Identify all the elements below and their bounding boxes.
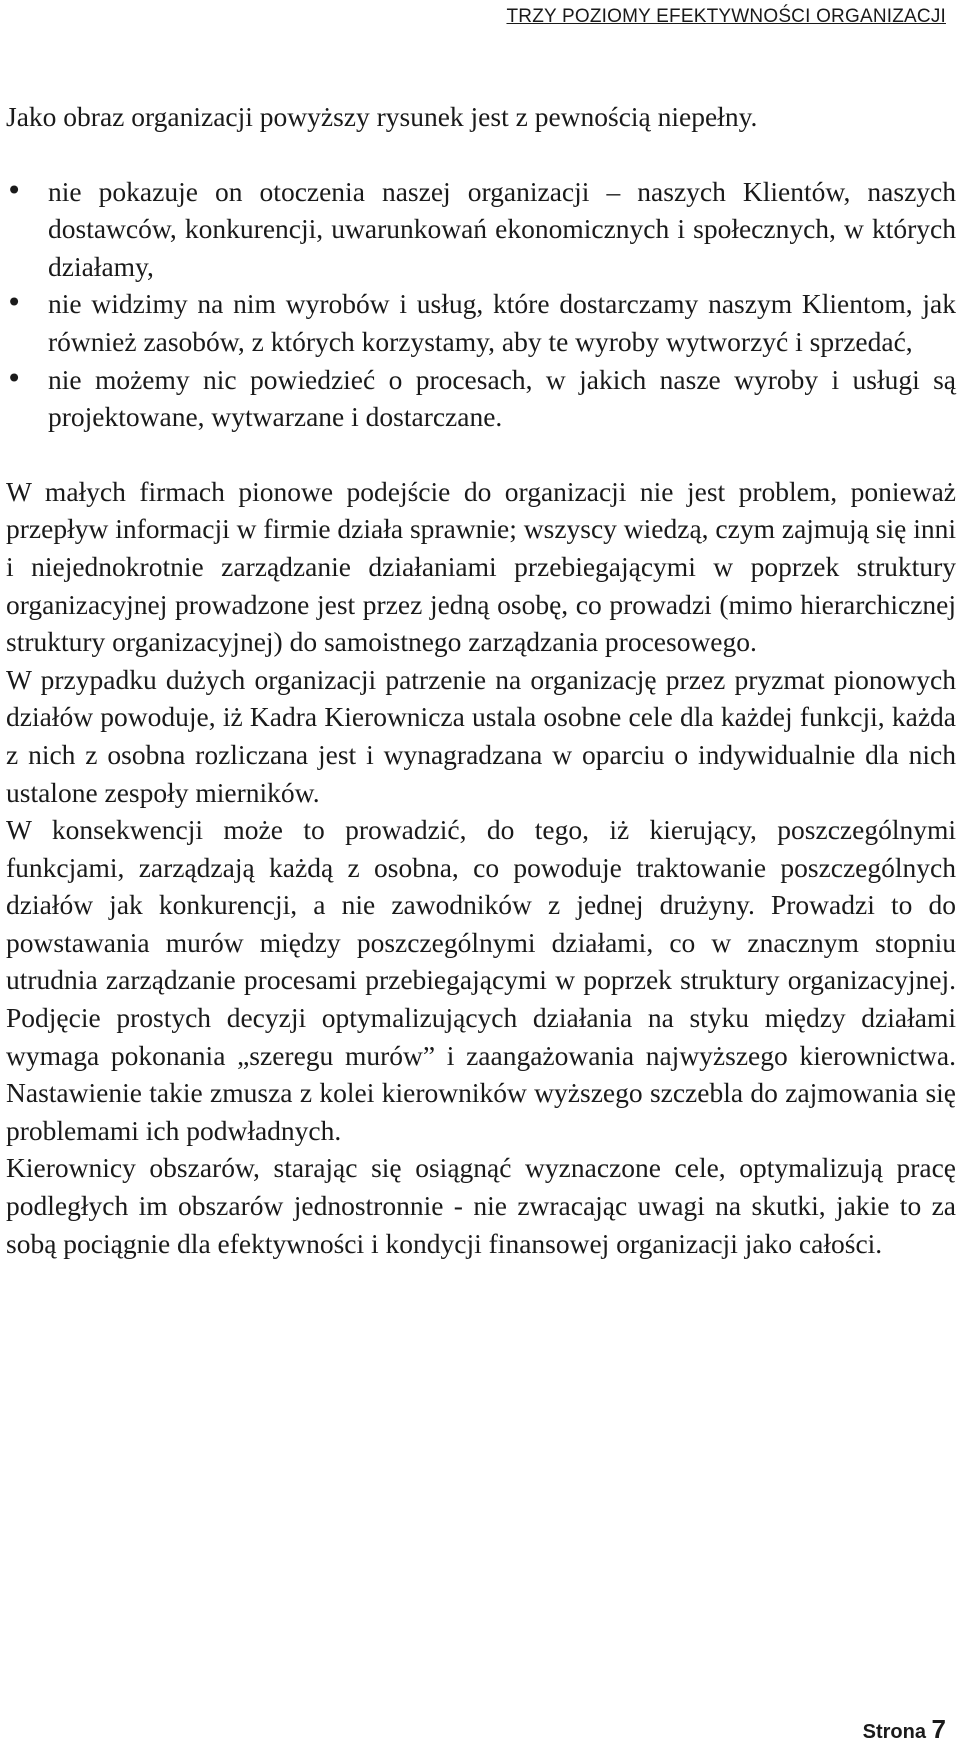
bullet-item: • nie widzimy na nim wyrobów i usług, które dostarczamy naszym Klientom, jak również zasobów, z których korzystamy, aby te wyroby wytworzyć i sprzedać, [48, 285, 956, 360]
bullet-item: • nie pokazuje on otoczenia naszej organizacji – naszych Klientów, naszych dostawców, konkurencji, uwarunkowań ekonomicznych i społecznych, w których działamy, [48, 173, 956, 286]
bullet-item: • nie możemy nic powiedzieć o procesach, w jakich nasze wyroby i usługi są projektowane, wytwarzane i dostarczane. [48, 361, 956, 436]
body-paragraph: W małych firmach pionowe podejście do organizacji nie jest problem, ponieważ przepływ informacji w firmie działa sprawnie; wszyscy wiedzą, czym zajmują się inni i niejednokrotnie zarządzanie działaniami przebiegającymi w poprzek struktury organizacyjnej prowadzone jest przez jedną osobę, co prowadzi (mimo hierarchicznej struktury organizacyjnej) do samoistnego zarządzania procesowego. [6, 475, 956, 658]
body-paragraph: W konsekwencji może to prowadzić, do tego, iż kierujący, poszczególnymi funkcjami, zarządzają każdą z osobna, co powoduje traktowanie poszczególnych działów jak konkurencji, a nie zawodników z jednej drużyny. Prowadzi to do powstawania murów między poszczególnymi działami, co w znacznym stopniu utrudnia zarządzanie procesami przebiegającymi w poprzek struktury organizacyjnej. Podjęcie prostych decyzji optymalizujących działania na styku między działami wymaga pokonania „szeregu murów” i zaangażowania najwyższego kierownictwa. Nastawienie takie zmusza z kolei kierowników wyższego szczebla do zajmowania się problemami ich podwładnych. [6, 814, 956, 1146]
document-body [6, 98, 956, 1262]
intro-paragraph: Jako obraz organizacji powyższy rysunek jest z pewnością niepełny. [6, 101, 758, 132]
page-number-footer [863, 1714, 946, 1745]
page-label: Strona [862, 1721, 926, 1743]
body-paragraph: W przypadku dużych organizacji patrzenie na organizację przez pryzmat pionowych działów powoduje, iż Kadra Kierownicza ustala osobne cele dla każdej funkcji, każda z nich z osobna rozliczana jest i wynagradzana w oparciu o indywidualnie dla nich ustalone zespoły mierników. [6, 663, 956, 808]
page-number: 7 [931, 1714, 946, 1744]
bullet-list [6, 173, 956, 436]
page-header-title: TRZY POZIOMY EFEKTYWNOŚCI ORGANIZACJI [506, 6, 946, 27]
body-paragraph: Kierownicy obszarów, starając się osiągnąć wyznaczone cele, optymalizują pracę podległych im obszarów jednostronnie - nie zwracając uwagi na skutki, jakie to za sobą pociągnie dla efektywności i kondycji finansowej organizacji jako całości. [6, 1152, 956, 1259]
